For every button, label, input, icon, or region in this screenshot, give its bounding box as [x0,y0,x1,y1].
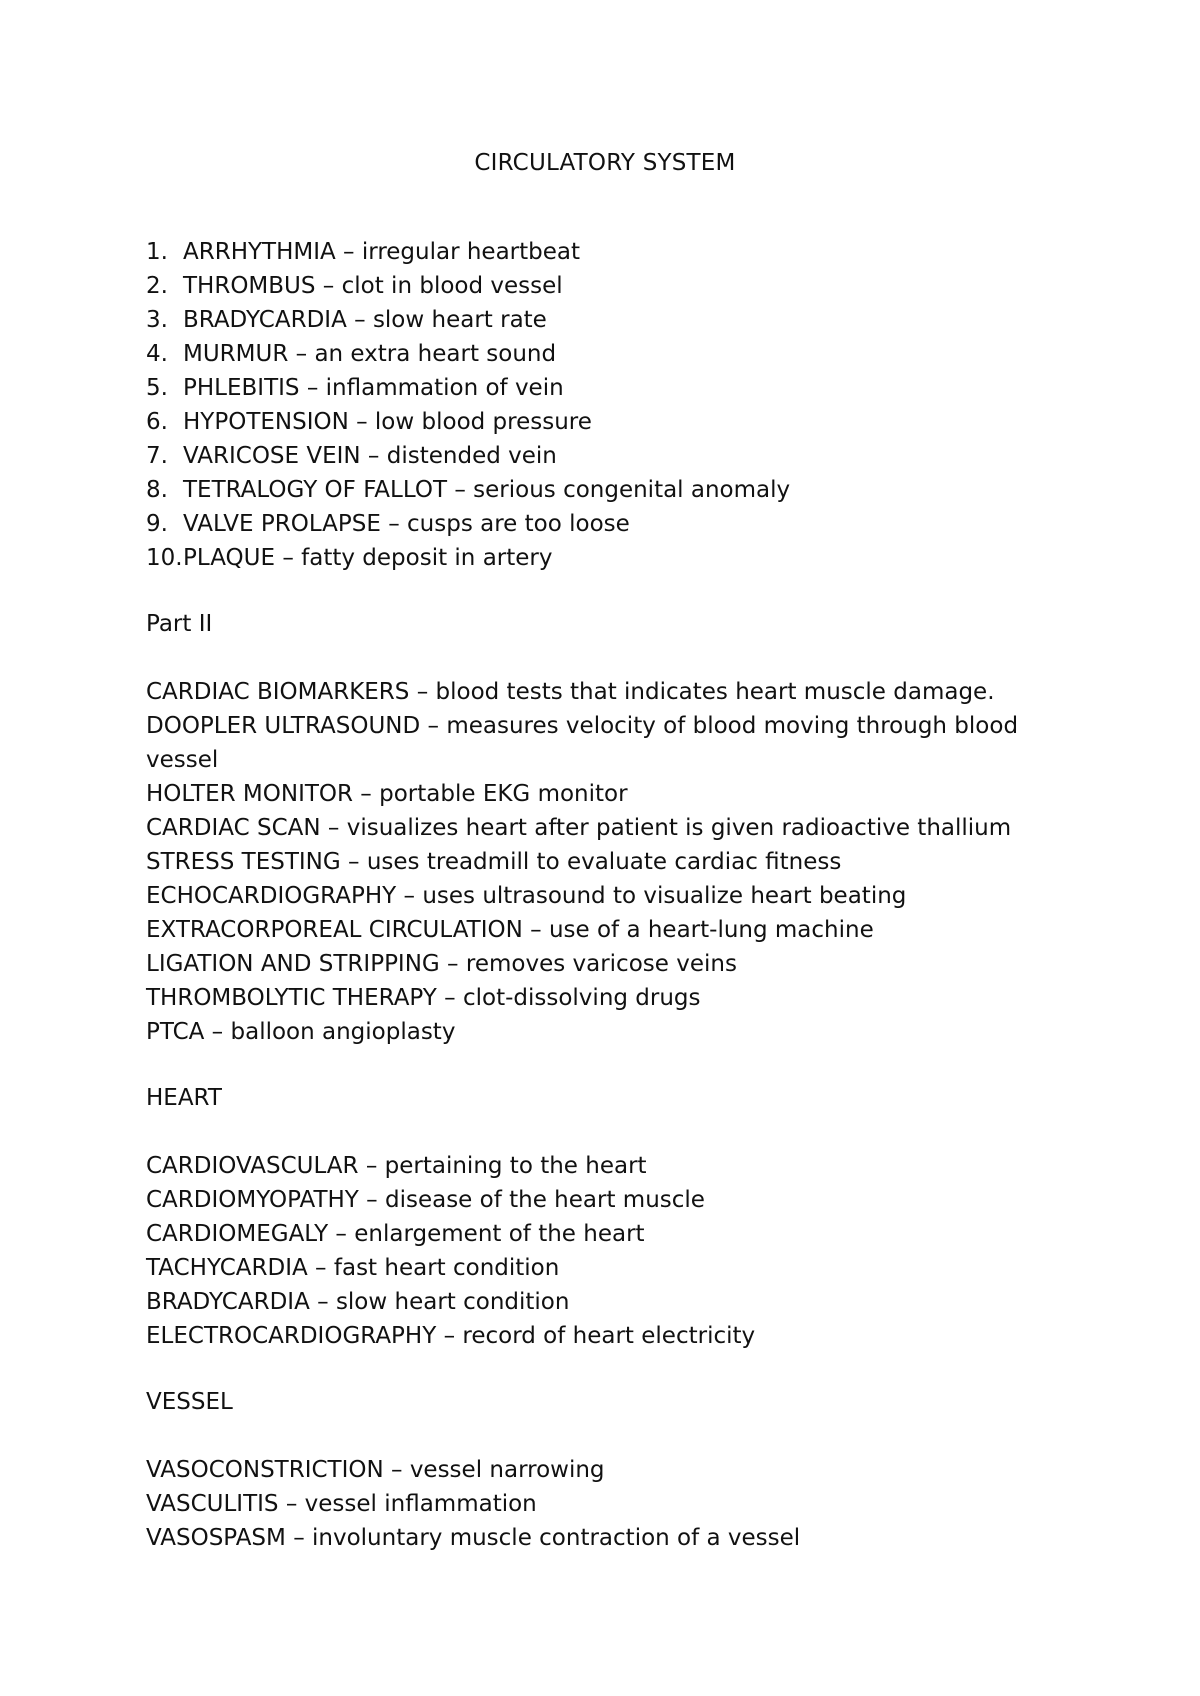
term: CARDIOMEGALY [146,1221,329,1247]
term: TETRALOGY OF FALLOT [183,477,448,503]
definition: enlargement of the heart [354,1221,645,1247]
separator: – [353,781,380,807]
term: VALVE PROLAPSE [183,511,381,537]
definition: disease of the heart muscle [384,1187,705,1213]
separator: – [285,1525,313,1551]
term: ELECTROCARDIOGRAPHY [146,1323,437,1349]
definition: fast heart condition [333,1255,560,1281]
definition: visualizes heart after patient is given radioactive thallium [346,815,1012,841]
definition: vessel narrowing [409,1457,605,1483]
separator: – [315,273,342,299]
separator: – [380,511,408,537]
list-item: 7. VARICOSE VEIN – distended vein [146,443,557,469]
separator: – [278,1491,305,1517]
separator: – [309,1289,336,1315]
definition: uses ultrasound to visualize heart beating [422,883,907,909]
term: PTCA [146,1019,205,1045]
separator: – [447,477,474,503]
definition: pertaining to the heart [384,1153,647,1179]
term: VASOSPASM [146,1525,286,1551]
definition: uses treadmill to evaluate cardiac fitness [366,849,842,875]
term: HYPOTENSION [183,409,349,435]
term: CARDIOMYOPATHY [146,1187,359,1213]
list-item [146,913,1046,947]
term: THROMBOLYTIC THERAPY [146,985,437,1011]
list-item [146,981,1046,1015]
list-item [146,1217,1046,1251]
separator: – [335,239,362,265]
separator: – [288,341,315,367]
list-item [146,1183,1046,1217]
list-item [146,811,1046,845]
list-item: 8. TETRALOGY OF FALLOT – serious congenital anomaly [146,477,791,503]
definition: serious congenital anomaly [473,477,791,503]
definition: portable EKG monitor [379,781,628,807]
term: CARDIOVASCULAR [146,1153,359,1179]
term: HOLTER MONITOR [146,781,353,807]
separator: – [299,375,326,401]
separator: – [307,1255,334,1281]
section-heading-vessel: VESSEL [146,1389,233,1415]
definition: low blood pressure [374,409,592,435]
numbered-term-list [146,235,1046,575]
section-heading-heart: HEART [146,1085,222,1111]
term: PHLEBITIS [183,375,300,401]
heart-term-list [146,1149,1046,1353]
definition: distended vein [386,443,557,469]
term: CARDIAC BIOMARKERS [146,679,410,705]
separator: – [348,409,375,435]
term: DOOPLER ULTRASOUND [146,713,421,739]
definition: balloon angioplasty [230,1019,456,1045]
definition: involuntary muscle contraction of a vessel [312,1525,801,1551]
definition: removes varicose veins [465,951,737,977]
definition: fatty deposit in artery [301,545,553,571]
separator: – [409,679,436,705]
term: MURMUR [183,341,289,367]
list-item [146,947,1046,981]
term: LIGATION AND STRIPPING [146,951,440,977]
definition: cusps are too loose [407,511,630,537]
term: BRADYCARDIA [146,1289,310,1315]
list-item: 2. THROMBUS – clot in blood vessel [146,273,563,299]
section-heading-part-ii: Part II [146,611,213,637]
term: EXTRACORPOREAL CIRCULATION [146,917,523,943]
vessel-term-list [146,1453,1046,1555]
separator: – [328,1221,355,1247]
list-item [146,879,1046,913]
term: VASOCONSTRICTION [146,1457,384,1483]
list-item [146,709,1046,777]
term: BRADYCARDIA [183,307,347,333]
list-item [146,777,1046,811]
page-title: CIRCULATORY SYSTEM [474,150,736,176]
definition: measures velocity of blood moving through blood vessel [146,713,1019,773]
term: THROMBUS [183,273,316,299]
list-item: 9. VALVE PROLAPSE – cusps are too loose [146,511,630,537]
list-item [146,1285,1046,1319]
definition: slow heart rate [372,307,547,333]
separator: – [204,1019,231,1045]
list-item [146,845,1046,879]
term: STRESS TESTING [146,849,341,875]
separator: – [358,1153,385,1179]
definition: slow heart condition [335,1289,570,1315]
list-item [146,1251,1046,1285]
definition: blood tests that indicates heart muscle damage. [435,679,995,705]
list-item [146,1015,1046,1049]
definition: record of heart electricity [462,1323,756,1349]
list-item [146,1319,1046,1353]
term: ECHOCARDIOGRAPHY [146,883,397,909]
separator: – [436,1323,463,1349]
term: CARDIAC SCAN [146,815,321,841]
separator: – [420,713,447,739]
term: VARICOSE VEIN [183,443,361,469]
list-item [146,1453,1046,1487]
definition: inflammation of vein [325,375,564,401]
list-item: 10.PLAQUE – fatty deposit in artery [146,545,553,571]
definition: use of a heart-lung machine [548,917,874,943]
separator: – [436,985,463,1011]
list-item [146,1149,1046,1183]
term: TACHYCARDIA [146,1255,308,1281]
definition: vessel inflammation [304,1491,537,1517]
list-item: 5. PHLEBITIS – inflammation of vein [146,375,564,401]
definition: clot-dissolving drugs [462,985,701,1011]
separator: – [275,545,302,571]
list-item [146,675,1046,709]
list-item [146,1487,1046,1521]
term: ARRHYTHMIA [183,239,336,265]
separator: – [346,307,373,333]
list-item: 4. MURMUR – an extra heart sound [146,341,557,367]
definition: irregular heartbeat [361,239,581,265]
part-ii-term-list [146,675,1046,1049]
term: PLAQUE [183,545,276,571]
list-item: 3. BRADYCARDIA – slow heart rate [146,307,547,333]
term: VASCULITIS [146,1491,279,1517]
separator: – [383,1457,410,1483]
separator: – [360,443,387,469]
definition: clot in blood vessel [341,273,563,299]
definition: an extra heart sound [314,341,557,367]
separator: – [340,849,367,875]
separator: – [320,815,347,841]
separator: – [358,1187,385,1213]
separator: – [439,951,466,977]
list-item [146,1521,1046,1555]
separator: – [396,883,423,909]
list-item: 6. HYPOTENSION – low blood pressure [146,409,592,435]
separator: – [522,917,549,943]
list-item: 1. ARRHYTHMIA – irregular heartbeat [146,239,581,265]
